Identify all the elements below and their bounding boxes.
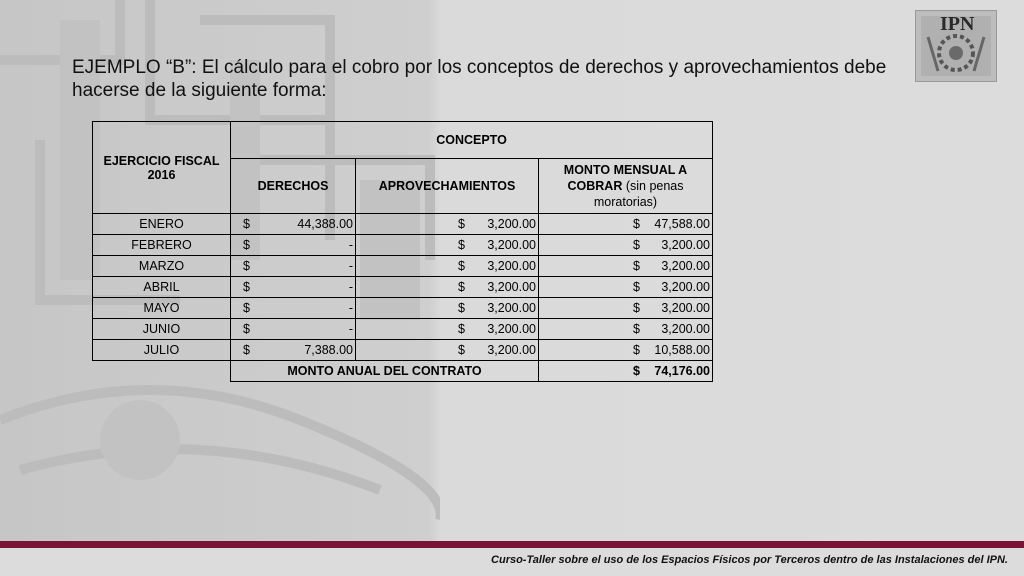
aprovechamientos-cell xyxy=(356,340,539,361)
currency-sign: $ xyxy=(458,259,465,273)
currency-sign: $ xyxy=(458,238,465,252)
aprovechamientos-value: 3,200.00 xyxy=(487,217,536,231)
monto-value: 10,588.00 xyxy=(654,343,710,357)
currency-sign: $ xyxy=(458,301,465,315)
mes-cell: MARZO xyxy=(93,256,231,277)
mes-cell: JULIO xyxy=(93,340,231,361)
aprovechamientos-cell xyxy=(356,214,539,235)
aprovechamientos-value: 3,200.00 xyxy=(487,301,536,315)
table-row xyxy=(93,256,713,277)
currency-sign: $ xyxy=(243,280,250,294)
concepto-header: CONCEPTO xyxy=(231,122,713,159)
fiscal-table xyxy=(92,121,713,382)
derechos-value: 44,388.00 xyxy=(297,217,353,231)
total-row xyxy=(93,361,713,382)
derechos-value: - xyxy=(348,280,353,294)
currency-sign: $ xyxy=(458,280,465,294)
table-header-row-1 xyxy=(93,122,713,159)
derechos-cell xyxy=(231,340,356,361)
monto-value: 3,200.00 xyxy=(661,322,710,336)
monto-value: 3,200.00 xyxy=(661,238,710,252)
table-row xyxy=(93,277,713,298)
derechos-value: - xyxy=(348,301,353,315)
derechos-cell xyxy=(231,277,356,298)
aprovechamientos-value: 3,200.00 xyxy=(487,343,536,357)
derechos-cell xyxy=(231,256,356,277)
aprovechamientos-cell xyxy=(356,256,539,277)
mes-cell: JUNIO xyxy=(93,319,231,340)
aprovechamientos-cell xyxy=(356,235,539,256)
monto-cell xyxy=(539,256,713,277)
aprovechamientos-value: 3,200.00 xyxy=(487,259,536,273)
aprovechamientos-value: 3,200.00 xyxy=(487,322,536,336)
aprovechamientos-value: 3,200.00 xyxy=(487,238,536,252)
currency-sign: $ xyxy=(243,238,250,252)
currency-sign: $ xyxy=(243,217,250,231)
aprovechamientos-value: 3,200.00 xyxy=(487,280,536,294)
aprovechamientos-cell xyxy=(356,277,539,298)
currency-sign: $ xyxy=(633,301,640,315)
derechos-value: - xyxy=(348,238,353,252)
currency-sign: $ xyxy=(633,280,640,294)
table-row xyxy=(93,214,713,235)
monto-cell xyxy=(539,277,713,298)
mes-cell: ABRIL xyxy=(93,277,231,298)
currency-sign: $ xyxy=(633,343,640,357)
table-row xyxy=(93,235,713,256)
derechos-cell xyxy=(231,319,356,340)
monto-cell xyxy=(539,214,713,235)
derechos-cell xyxy=(231,235,356,256)
monto-value: 3,200.00 xyxy=(661,259,710,273)
monto-value: 3,200.00 xyxy=(661,280,710,294)
total-value-cell xyxy=(539,361,713,382)
derechos-header: DERECHOS xyxy=(231,159,356,214)
footer-accent-bar xyxy=(0,541,1024,548)
table-row xyxy=(93,298,713,319)
currency-sign: $ xyxy=(243,343,250,357)
derechos-cell xyxy=(231,214,356,235)
currency-sign: $ xyxy=(458,217,465,231)
currency-sign: $ xyxy=(458,343,465,357)
total-label: MONTO ANUAL DEL CONTRATO xyxy=(231,361,539,382)
monto-header-rest: (sin penas moratorias) xyxy=(593,179,684,209)
mes-cell: ENERO xyxy=(93,214,231,235)
mes-cell: FEBRERO xyxy=(93,235,231,256)
currency-sign: $ xyxy=(243,301,250,315)
currency-sign: $ xyxy=(633,364,640,378)
total-value: 74,176.00 xyxy=(654,364,710,378)
ipn-logo-text: IPN xyxy=(940,13,975,35)
footer-text: Curso-Taller sobre el uso de los Espacios Físicos por Terceros dentro de las Instalaciones del IPN. xyxy=(491,554,1008,566)
aprovechamientos-cell xyxy=(356,298,539,319)
derechos-value: - xyxy=(348,259,353,273)
ipn-logo xyxy=(915,10,997,82)
currency-sign: $ xyxy=(243,259,250,273)
currency-sign: $ xyxy=(633,322,640,336)
aprovechamientos-cell xyxy=(356,319,539,340)
monto-cell xyxy=(539,235,713,256)
derechos-value: 7,388.00 xyxy=(304,343,353,357)
slide-title: EJEMPLO “B”: El cálculo para el cobro por los conceptos de derechos y aprovechamientos debe hacerse de la siguiente forma: xyxy=(72,57,887,101)
ejercicio-fiscal-header: EJERCICIO FISCAL 2016 xyxy=(93,122,231,214)
currency-sign: $ xyxy=(633,259,640,273)
mes-cell: MAYO xyxy=(93,298,231,319)
derechos-value: - xyxy=(348,322,353,336)
monto-cell xyxy=(539,340,713,361)
monto-value: 3,200.00 xyxy=(661,301,710,315)
monto-cell xyxy=(539,298,713,319)
currency-sign: $ xyxy=(633,217,640,231)
currency-sign: $ xyxy=(633,238,640,252)
monto-mensual-header xyxy=(539,159,713,214)
derechos-cell xyxy=(231,298,356,319)
monto-cell xyxy=(539,319,713,340)
monto-value: 47,588.00 xyxy=(654,217,710,231)
aprovechamientos-header: APROVECHAMIENTOS xyxy=(356,159,539,214)
currency-sign: $ xyxy=(243,322,250,336)
currency-sign: $ xyxy=(458,322,465,336)
monto-header-bold: MONTO MENSUAL A COBRAR xyxy=(563,163,688,193)
table-row xyxy=(93,340,713,361)
table-body xyxy=(93,214,713,361)
table-row xyxy=(93,319,713,340)
